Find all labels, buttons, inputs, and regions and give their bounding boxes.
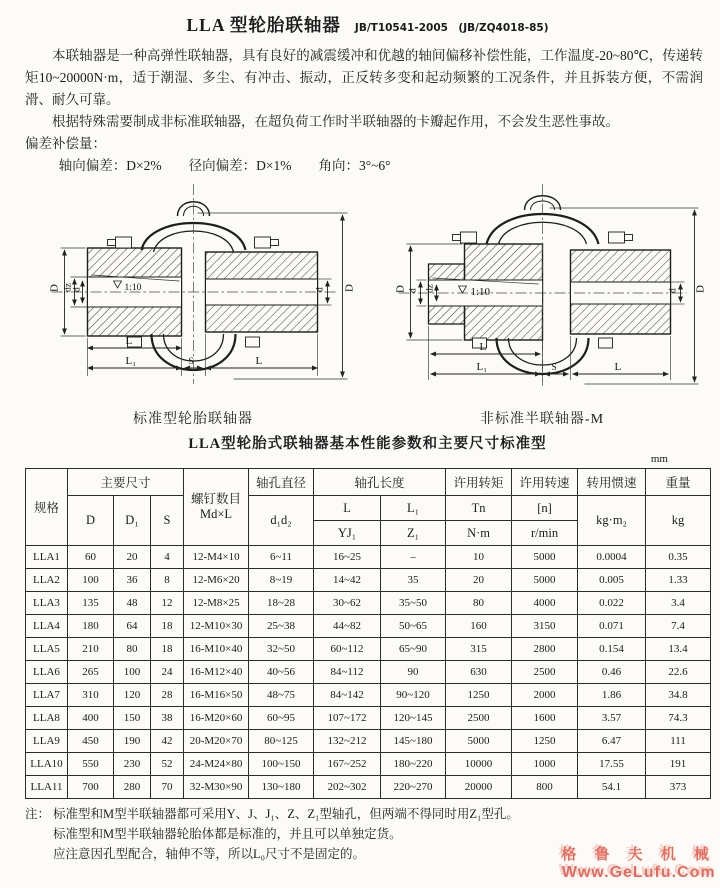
- table-cell: 40~56: [249, 661, 314, 684]
- table-row: [26, 661, 711, 684]
- dim-label-S: S: [551, 363, 557, 373]
- table-cell: 35: [381, 569, 446, 592]
- col-header-torque: 许用转矩: [446, 469, 512, 496]
- dim-label-L: L: [255, 355, 263, 367]
- table-cell: 1.33: [646, 569, 711, 592]
- row-spec: LLA2: [26, 569, 68, 592]
- row-spec: LLA8: [26, 707, 68, 730]
- bolts-count-label: 螺钉数目: [191, 492, 242, 506]
- table-cell: 6.47: [578, 730, 646, 753]
- table-cell: 65~90: [381, 638, 446, 661]
- dim-label-D-right: D: [343, 284, 356, 292]
- row-spec: LLA7: [26, 684, 68, 707]
- table-cell: 84~112: [314, 661, 381, 684]
- table-cell: 12-M8×25: [184, 592, 249, 615]
- table-cell: 2000: [512, 684, 578, 707]
- table-cell: 3.4: [646, 592, 711, 615]
- table-cell: 400: [68, 707, 114, 730]
- dim-label-D-right: D: [694, 285, 707, 293]
- table-row: [26, 546, 711, 569]
- table-cell: 132~212: [314, 730, 381, 753]
- right-hub: [571, 250, 671, 334]
- dim-label-L: L: [614, 361, 622, 373]
- diagrams-row: [25, 180, 710, 428]
- table-cell: 8~19: [249, 569, 314, 592]
- col-header-YJ1: YJ₁: [314, 521, 381, 546]
- standard-number: JB/T10541-2005 (JB/ZQ4018-85): [354, 22, 549, 34]
- table-row: [26, 592, 711, 615]
- intro-text: [25, 45, 703, 177]
- table-cell: 54.1: [578, 776, 646, 799]
- table-cell: 16-M12×40: [184, 661, 249, 684]
- table-cell: 310: [68, 684, 114, 707]
- taper-label: 1:10: [470, 286, 491, 298]
- offset-compensation-label: 偏差补偿量：: [25, 136, 106, 151]
- row-spec: LLA5: [26, 638, 68, 661]
- dim-label-S: S: [188, 357, 194, 367]
- table-cell: 74.3: [646, 707, 711, 730]
- table-cell: 6~11: [249, 546, 314, 569]
- table-cell: 60~112: [314, 638, 381, 661]
- table-cell: 202~302: [314, 776, 381, 799]
- dim-label-L1: L₁: [125, 355, 137, 367]
- table-cell: 38: [151, 707, 184, 730]
- table-cell: 80: [446, 592, 512, 615]
- col-header-D1: D₁: [114, 496, 151, 546]
- table-cell: 17.55: [578, 753, 646, 776]
- table-cell: 80~125: [249, 730, 314, 753]
- table-cell: 52: [151, 753, 184, 776]
- table-cell: 10000: [446, 753, 512, 776]
- table-cell: 145~180: [381, 730, 446, 753]
- table-cell: 90: [381, 661, 446, 684]
- table-cell: –: [381, 546, 446, 569]
- table-row: [26, 776, 711, 799]
- table-cell: 32~50: [249, 638, 314, 661]
- col-header-weight: 重量: [646, 469, 711, 496]
- row-spec: LLA9: [26, 730, 68, 753]
- table-row: [26, 569, 711, 592]
- table-cell: 0.0004: [578, 546, 646, 569]
- dim-label-dz: dz: [425, 284, 436, 293]
- table-cell: 10: [446, 546, 512, 569]
- table-cell: 1250: [512, 730, 578, 753]
- dim-label-dz: dz: [63, 283, 74, 292]
- table-cell: 18~28: [249, 592, 314, 615]
- dim-label-D: D: [394, 285, 407, 293]
- col-header-inertia: 转用惯速: [578, 469, 646, 496]
- table-cell: 5000: [512, 546, 578, 569]
- table-cell: 3.57: [578, 707, 646, 730]
- table-cell: 1.86: [578, 684, 646, 707]
- table-cell: 180~220: [381, 753, 446, 776]
- table-cell: 107~172: [314, 707, 381, 730]
- table-cell: 16-M16×50: [184, 684, 249, 707]
- table-cell: 50~65: [381, 615, 446, 638]
- note-line-1: 标准型和M型半联轴器都可采用Y、J、J₁、Z、Z₁型轴孔，但两端不得同时用Z₁型孔。: [53, 807, 519, 821]
- table-cell: 7.4: [646, 615, 711, 638]
- standard-coupling-drawing: [25, 180, 361, 410]
- row-spec: LLA1: [26, 546, 68, 569]
- col-header-bore-dia: 轴孔直径: [249, 469, 314, 496]
- table-cell: 4: [151, 546, 184, 569]
- table-cell: 18: [151, 615, 184, 638]
- table-cell: 5000: [446, 730, 512, 753]
- table-cell: 16-M20×60: [184, 707, 249, 730]
- table-cell: 28: [151, 684, 184, 707]
- standard-coupling-figure: [25, 180, 361, 428]
- figure-caption-standard: 标准型轮胎联轴器: [133, 412, 253, 427]
- table-cell: 12-M10×30: [184, 615, 249, 638]
- table-cell: 24-M24×80: [184, 753, 249, 776]
- col-header-inertia-unit: kg·m₂: [578, 496, 646, 546]
- table-unit: mm: [650, 453, 668, 465]
- table-cell: 25~38: [249, 615, 314, 638]
- col-header-S: S: [151, 496, 184, 546]
- table-cell: 3150: [512, 615, 578, 638]
- col-header-speed: 许用转速: [512, 469, 578, 496]
- table-cell: 22.6: [646, 661, 711, 684]
- table-cell: 280: [114, 776, 151, 799]
- col-header-Tn: Tn: [446, 496, 512, 521]
- dim-label-d: d: [72, 287, 83, 292]
- dim-label-L1: L₁: [476, 361, 488, 373]
- table-cell: 18: [151, 638, 184, 661]
- table-cell: 120: [114, 684, 151, 707]
- table-cell: 20000: [446, 776, 512, 799]
- table-cell: 35~50: [381, 592, 446, 615]
- page-title: LLA 型轮胎联轴器: [186, 15, 341, 35]
- table-cell: 2500: [446, 707, 512, 730]
- col-header-bore-len: 轴孔长度: [314, 469, 446, 496]
- table-cell: 90~120: [381, 684, 446, 707]
- table-cell: 0.071: [578, 615, 646, 638]
- table-title: LLA型轮胎式联轴器基本性能参数和主要尺寸标准型: [188, 436, 547, 452]
- table-cell: 30~62: [314, 592, 381, 615]
- table-cell: 630: [446, 661, 512, 684]
- table-cell: 84~142: [314, 684, 381, 707]
- nonstandard-coupling-figure: [374, 180, 710, 428]
- table-cell: 0.154: [578, 638, 646, 661]
- col-header-torque-unit: N·m: [446, 521, 512, 546]
- table-cell: 8: [151, 569, 184, 592]
- figure-caption-nonstandard: 非标准半联轴器-M: [479, 412, 605, 427]
- table-cell: 100: [114, 661, 151, 684]
- table-cell: 0.005: [578, 569, 646, 592]
- table-cell: 135: [68, 592, 114, 615]
- table-cell: 373: [646, 776, 711, 799]
- table-cell: 700: [68, 776, 114, 799]
- table-cell: 2500: [512, 661, 578, 684]
- dim-label-d: d: [408, 288, 419, 293]
- table-cell: 24: [151, 661, 184, 684]
- table-cell: 20: [114, 546, 151, 569]
- taper-label: 1:10: [124, 283, 142, 293]
- note-line-2: 标准型和M型半联轴器轮胎体都是标准的，并且可以单独定货。: [53, 827, 402, 841]
- intro-paragraph-2: 根据特殊需要制成非标准联轴器，在超负荷工作时半联轴器的卡瓣起作用，不会发生恶性事故。: [52, 114, 619, 129]
- col-header-n: [n]: [512, 496, 578, 521]
- intro-paragraph-1: 本联轴器是一种高弹性联轴器，具有良好的减震缓冲和优越的轴间偏移补偿性能，工作温度-20~80℃，传递转矩10~20000N·m，适于潮湿、多尘、有冲击、振动，正反转多变和起动频繁的工况条件，并且拆装方便，不需润滑、耐久可靠。: [25, 48, 703, 107]
- table-cell: 100: [68, 569, 114, 592]
- table-cell: 12-M4×10: [184, 546, 249, 569]
- table-cell: 1250: [446, 684, 512, 707]
- dim-label-d-right: d: [668, 288, 679, 293]
- table-cell: 60: [68, 546, 114, 569]
- table-cell: 16~25: [314, 546, 381, 569]
- table-cell: 450: [68, 730, 114, 753]
- table-row: [26, 638, 711, 661]
- table-cell: 4000: [512, 592, 578, 615]
- table-cell: 160: [446, 615, 512, 638]
- watermark-url: Www.GeLufu.Com: [561, 864, 716, 881]
- col-header-main-dims: 主要尺寸: [68, 469, 184, 496]
- table-cell: 12-M6×20: [184, 569, 249, 592]
- dim-label-L-top: L: [479, 341, 487, 353]
- table-body: [26, 546, 711, 799]
- table-cell: 120~145: [381, 707, 446, 730]
- col-header-Z1: Z₁: [381, 521, 446, 546]
- table-cell: 34.8: [646, 684, 711, 707]
- table-cell: 150: [114, 707, 151, 730]
- table-cell: 0.35: [646, 546, 711, 569]
- table-cell: 44~82: [314, 615, 381, 638]
- left-dimensions: [49, 248, 88, 336]
- watermark: [561, 843, 716, 882]
- col-header-d1d2: d₁d₂: [249, 496, 314, 546]
- notes-label: 注：: [25, 807, 51, 821]
- col-header-D: D: [68, 496, 114, 546]
- table-cell: 111: [646, 730, 711, 753]
- row-spec: LLA4: [26, 615, 68, 638]
- table-cell: 265: [68, 661, 114, 684]
- table-cell: 48: [114, 592, 151, 615]
- table-cell: 130~180: [249, 776, 314, 799]
- note-line-3: 应注意因孔型配合，轴伸不等，所以L₀尺寸不是固定的。: [53, 847, 365, 861]
- table-row: [26, 730, 711, 753]
- table-cell: 64: [114, 615, 151, 638]
- dim-label-L-top: L: [125, 335, 133, 347]
- table-cell: 100~150: [249, 753, 314, 776]
- table-cell: 220~270: [381, 776, 446, 799]
- table-cell: 14~42: [314, 569, 381, 592]
- table-cell: 550: [68, 753, 114, 776]
- table-cell: 16-M10×40: [184, 638, 249, 661]
- table-cell: 1000: [512, 753, 578, 776]
- table-cell: 167~252: [314, 753, 381, 776]
- table-cell: 0.022: [578, 592, 646, 615]
- table-cell: 12: [151, 592, 184, 615]
- table-cell: 20-M20×70: [184, 730, 249, 753]
- table-cell: 70: [151, 776, 184, 799]
- notes-lines: [53, 804, 519, 864]
- table-cell: 0.46: [578, 661, 646, 684]
- table-cell: 230: [114, 753, 151, 776]
- table-cell: 13.4: [646, 638, 711, 661]
- table-cell: 48~75: [249, 684, 314, 707]
- row-spec: LLA3: [26, 592, 68, 615]
- offset-compensation-values: 轴向偏差：D×2% 径向偏差：D×1% 角向：3°~6°: [58, 158, 391, 173]
- row-spec: LLA11: [26, 776, 68, 799]
- table-row: [26, 753, 711, 776]
- col-header-weight-unit: kg: [646, 496, 711, 546]
- watermark-company: 格 鲁 夫 机 械: [561, 846, 716, 863]
- table-cell: 42: [151, 730, 184, 753]
- col-header-L1: L₁: [381, 496, 446, 521]
- table-cell: 210: [68, 638, 114, 661]
- table-cell: 2800: [512, 638, 578, 661]
- row-spec: LLA10: [26, 753, 68, 776]
- table-cell: 36: [114, 569, 151, 592]
- dim-label-d-right: d: [315, 287, 326, 292]
- row-spec: LLA6: [26, 661, 68, 684]
- col-header-spec: 规格: [26, 469, 68, 546]
- table-cell: 180: [68, 615, 114, 638]
- dim-label-D: D: [48, 284, 61, 292]
- table-row: [26, 684, 711, 707]
- table-cell: 60~95: [249, 707, 314, 730]
- col-header-L: L: [314, 496, 381, 521]
- table-cell: 191: [646, 753, 711, 776]
- table-cell: 5000: [512, 569, 578, 592]
- col-header-speed-unit: r/min: [512, 521, 578, 546]
- table-cell: 315: [446, 638, 512, 661]
- table-cell: 32-M30×90: [184, 776, 249, 799]
- table-cell: 1600: [512, 707, 578, 730]
- table-cell: 800: [512, 776, 578, 799]
- table-header: [26, 469, 711, 546]
- table-cell: 80: [114, 638, 151, 661]
- bolts-size-label: Md×L: [199, 507, 233, 521]
- table-row: [26, 615, 711, 638]
- title-row: [25, 0, 710, 37]
- spec-table: [25, 468, 711, 799]
- table-cell: 190: [114, 730, 151, 753]
- col-header-bolts: [184, 469, 249, 546]
- table-cell: 20: [446, 569, 512, 592]
- nonstandard-coupling-drawing: [374, 180, 710, 410]
- table-row: [26, 707, 711, 730]
